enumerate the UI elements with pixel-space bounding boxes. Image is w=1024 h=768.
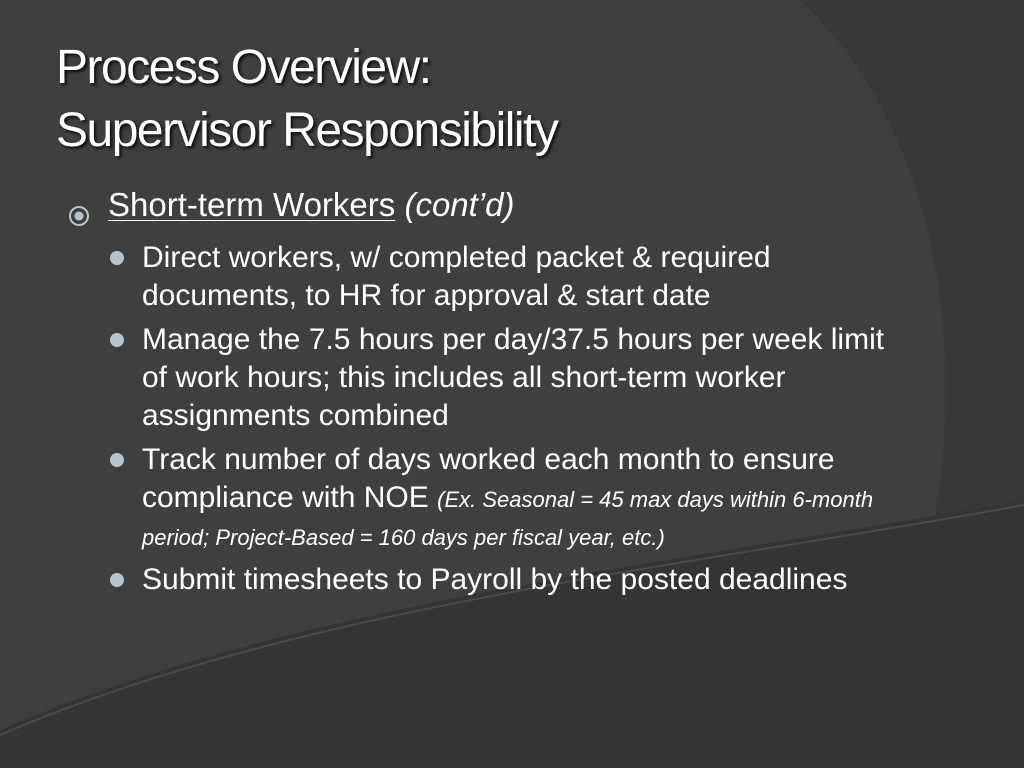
title-line-2: Supervisor Responsibility: [56, 104, 558, 157]
list-item-text: Submit timesheets to Payroll by the posted deadlines: [142, 563, 848, 596]
main-bullet-text: [108, 184, 515, 226]
list-item: [108, 321, 888, 435]
list-item: [108, 561, 888, 599]
list-item: [108, 441, 888, 555]
slide-content: [68, 184, 888, 605]
main-bullet-suffix: (cont’d): [404, 186, 515, 223]
filled-dot-icon: [108, 321, 142, 347]
list-item-text-with-note: [142, 441, 888, 555]
list-item-text: Direct workers, w/ completed packet & required documents, to HR for approval & start date: [142, 241, 771, 312]
circle-dot-icon: [68, 184, 108, 237]
list-item-text: Track number of days worked each month to ensure compliance with NOE: [142, 443, 835, 514]
main-bullet-item: [68, 184, 888, 237]
main-bullet-label: Short-term Workers: [108, 186, 396, 223]
list-item-text: Manage the 7.5 hours per day/37.5 hours per week limit of work hours; this includes all short-term worker assignments combined: [142, 323, 885, 432]
list-item-note: (Ex. Seasonal = 45 max days within 6-month period; Project-Based = 160 days per fiscal year, etc.): [142, 487, 874, 550]
title-line-1: Process Overview:: [56, 41, 431, 94]
sub-bullet-list: [68, 239, 888, 599]
slide-title: [56, 36, 956, 162]
filled-dot-icon: [108, 561, 142, 587]
filled-dot-icon: [108, 239, 142, 265]
filled-dot-icon: [108, 441, 142, 467]
list-item: [108, 239, 888, 315]
